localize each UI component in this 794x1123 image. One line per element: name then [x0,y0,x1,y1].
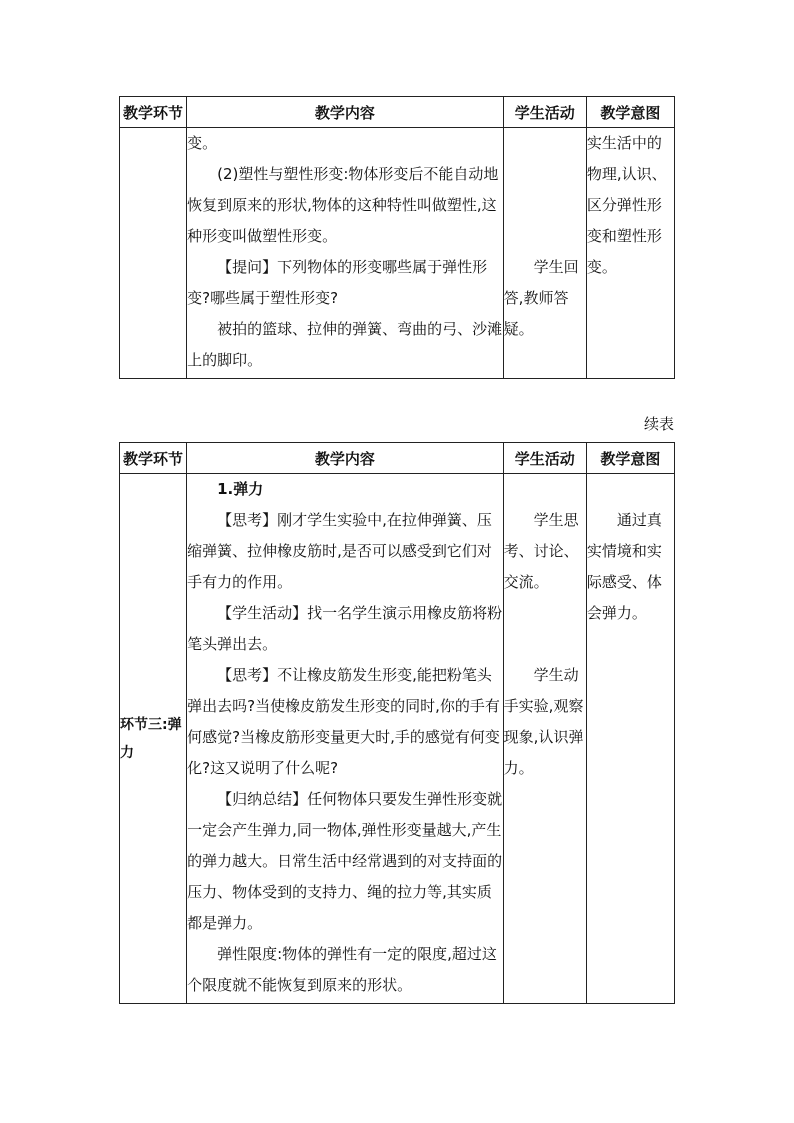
header-stage: 教学环节 [120,97,187,128]
activity-text: 学生思考、讨论、交流。 [503,511,579,591]
header-stage: 教学环节 [120,443,187,474]
content-paragraph: 【学生活动】找一名学生演示用橡皮筋将粉笔头弹出去。 [187,604,503,653]
table-row [120,474,675,1004]
table-header-row [120,97,675,128]
intent-text: 通过真实情境和实际感受、体会弹力。 [586,511,662,622]
header-activity: 学生活动 [503,443,586,474]
content-paragraph: 【提问】下列物体的形变哪些属于弹性形变?哪些属于塑性形变? [187,258,488,307]
header-intent: 教学意图 [586,443,674,474]
activity-text: 学生回答,教师答疑。 [503,258,579,338]
stage-cell: 环节三:弹力 [120,474,187,1004]
activity-cell [503,474,586,1004]
content-heading: 1.弹力 [217,480,264,498]
header-content: 教学内容 [187,97,504,128]
content-paragraph: 弹性限度:物体的弹性有一定的限度,超过这个限度就不能恢复到原来的形状。 [187,945,497,994]
intent-cell [586,474,674,1004]
stage-cell [120,128,187,379]
content-paragraph: 变。 [187,134,218,152]
table-row [120,128,675,379]
intent-cell [586,128,674,379]
content-cell [187,474,504,1004]
lesson-table-2 [119,442,675,1004]
table-header-row [120,443,675,474]
content-paragraph: (2)塑性与塑性形变:物体形变后不能自动地恢复到原来的形状,物体的这种特性叫做塑性,这种形变叫做塑性形变。 [187,165,499,245]
header-content: 教学内容 [187,443,504,474]
lesson-table-1 [119,96,675,379]
header-activity: 学生活动 [503,97,586,128]
continued-label: 续表 [643,415,674,433]
intent-text: 实生活中的物理,认识、区分弹性形变和塑性形变。 [586,134,667,276]
activity-cell [503,128,586,379]
content-paragraph: 【思考】刚才学生实验中,在拉伸弹簧、压缩弹簧、拉伸橡皮筋时,是否可以感受到它们对手有力的作用。 [187,511,492,591]
content-paragraph: 【思考】不让橡皮筋发生形变,能把粉笔头弹出去吗?当使橡皮筋发生形变的同时,你的手有何感觉?当橡皮筋形变量更大时,手的感觉有何变化?这又说明了什么呢? [187,666,500,777]
content-cell [187,128,504,379]
content-paragraph: 被拍的篮球、拉伸的弹簧、弯曲的弓、沙滩上的脚印。 [187,320,503,369]
activity-text: 学生动手实验,观察现象,认识弹力。 [503,666,584,777]
content-paragraph: 【归纳总结】任何物体只要发生弹性形变就一定会产生弹力,同一物体,弹性形变量越大,产生的弹力越大。日常生活中经常遇到的对支持面的压力、物体受到的支持力、绳的拉力等,其实质都是弹力。 [187,790,503,932]
header-intent: 教学意图 [586,97,674,128]
